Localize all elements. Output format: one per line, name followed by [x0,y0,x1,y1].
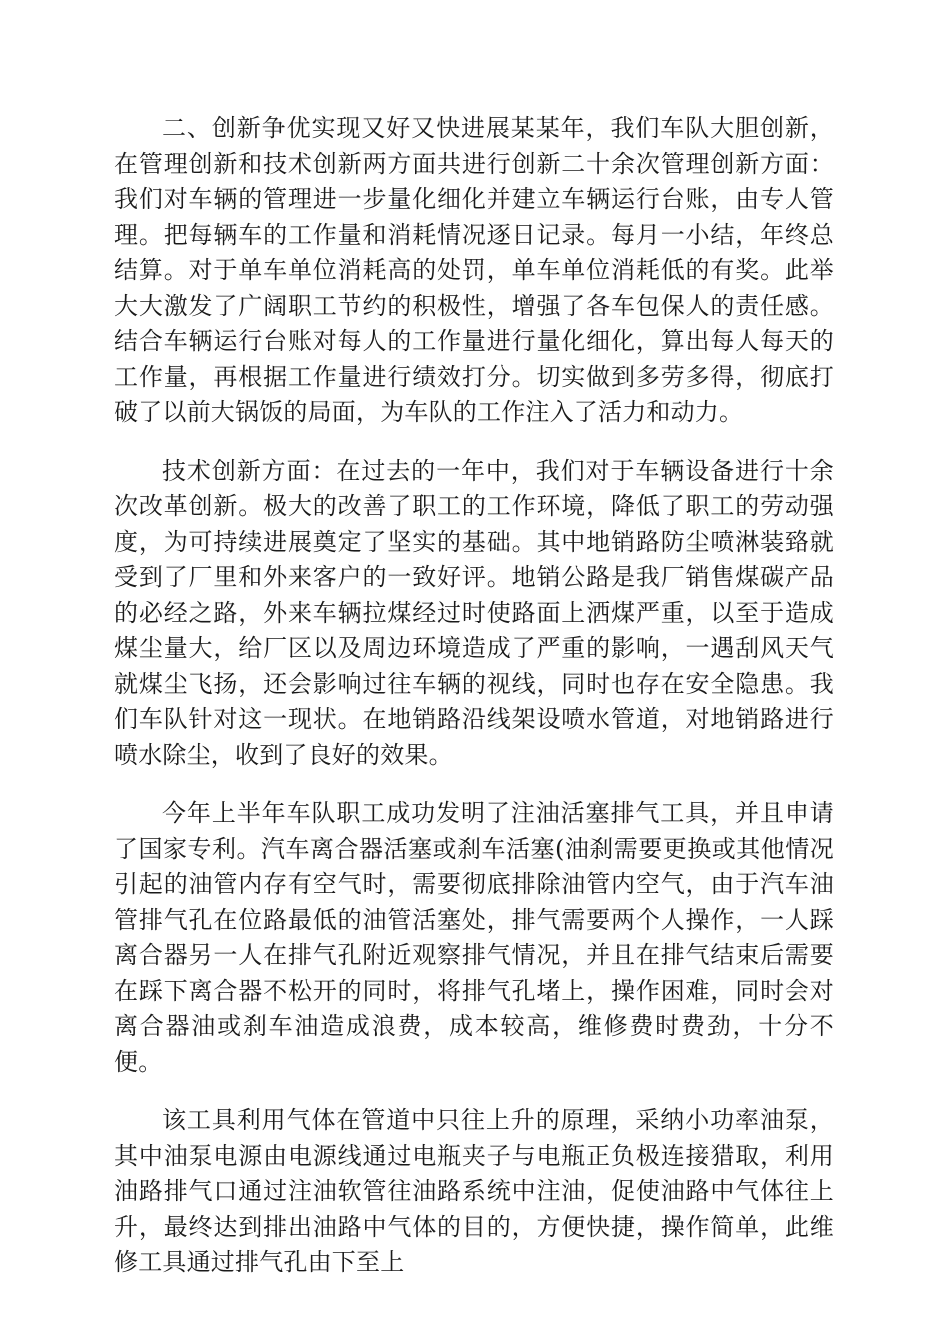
document-body [114,111,834,1304]
paragraph-technical-innovation: 技术创新方面：在过去的一年中，我们对于车辆设备进行十余次改革创新。极大的改善了职工的工作环境，降低了职工的劳动强度，为可持续进展奠定了坚实的基础。其中地销路防尘喷淋装臵就受到了厂里和外来客户的一致好评。地销公路是我厂销售煤碳产品的必经之路，外来车辆拉煤经过时使路面上洒煤严重，以至于造成煤尘量大，给厂区以及周边环境造成了严重的影响，一遇刮风天气就煤尘飞扬，还会影响过往车辆的视线，同时也存在安全隐患。我们车队针对这一现状。在地销路沿线架设喷水管道，对地销路进行喷水除尘，收到了良好的效果。 [114,456,834,769]
paragraph-tool-principle: 该工具利用气体在管道中只往上升的原理，采纳小功率油泵，其中油泵电源由电源线通过电瓶夹子与电瓶正负极连接猎取，利用油路排气口通过注油软管往油路系统中注油，促使油路中气体往上升，最终达到排出油路中气体的目的，方便快捷，操作简单，此维修工具通过排气孔由下至上 [114,1106,834,1276]
paragraph-oil-exhaust-tool: 今年上半年车队职工成功发明了注油活塞排气工具，并且申请了国家专利。汽车离合器活塞或刹车活塞(油刹需要更换或其他情况引起的油管内存有空气时，需要彻底排除油管内空气，由于汽车油管排气孔在位路最低的油管活塞处，排气需要两个人操作，一人踩离合器另一人在排气孔附近观察排气情况，并且在排气结束后需要在踩下离合器不松开的同时，将排气孔堵上，操作困难，同时会对离合器油或刹车油造成浪费，成本较高，维修费时费劲，十分不便。 [114,799,834,1076]
paragraph-management-innovation: 二、创新争优实现又好又快进展某某年，我们车队大胆创新，在管理创新和技术创新两方面共进行创新二十余次管理创新方面：我们对车辆的管理进一步量化细化并建立车辆运行台账，由专人管理。把每辆车的工作量和消耗情况逐日记录。每月一小结，年终总结算。对于单车单位消耗高的处罚，单车单位消耗低的有奖。此举大大激发了广阔职工节约的积极性，增强了各车包保人的责任感。结合车辆运行台账对每人的工作量进行量化细化，算出每人每天的工作量，再根据工作量进行绩效打分。切实做到多劳多得，彻底打破了以前大锅饭的局面，为车队的工作注入了活力和动力。 [114,114,834,426]
